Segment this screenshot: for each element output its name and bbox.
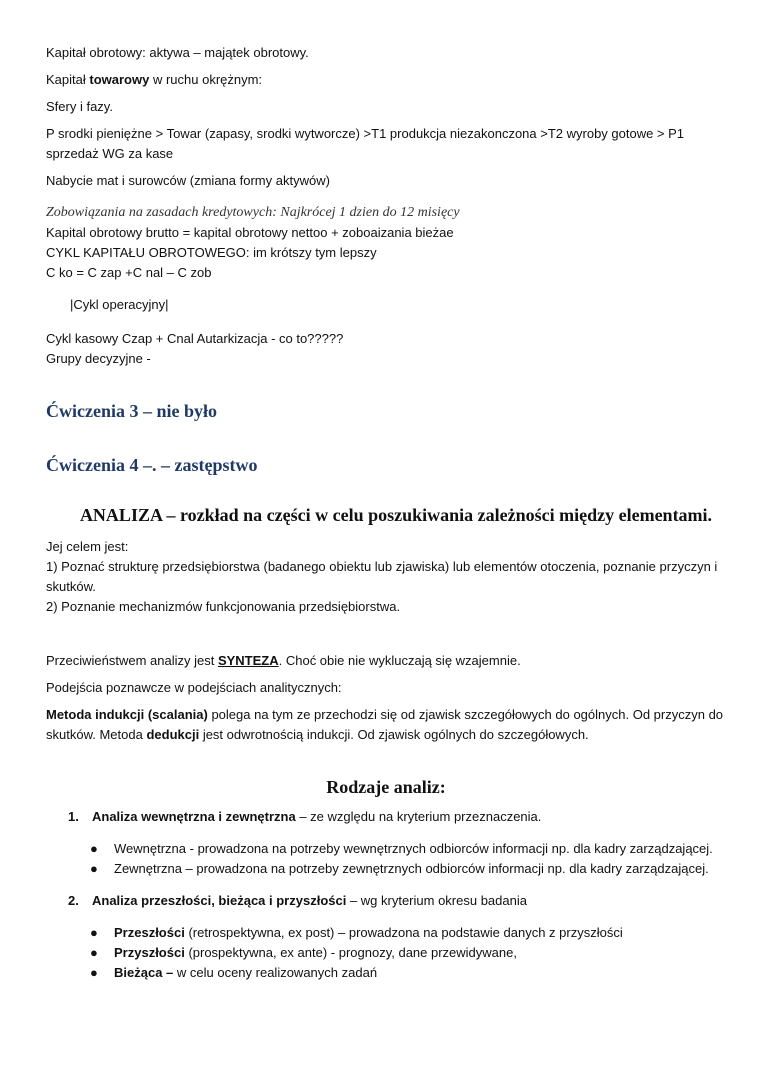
list-item: ● Zewnętrzna – prowadzona na potrzeby zewnętrznych odbiorców informacji np. dla kadry zarządzającej.	[90, 861, 709, 876]
list-item: 1. Analiza wewnętrzna i zewnętrzna – ze względu na kryterium przeznaczenia.	[68, 809, 542, 824]
text-line: CYKL KAPITAŁU OBROTOWEGO: im krótszy tym lepszy	[46, 245, 377, 260]
text-line: Podejścia poznawcze w podejściach analitycznych:	[46, 680, 342, 695]
numbered-list	[46, 891, 726, 911]
text-line: P srodki pieniężne > Towar (zapasy, srodki wytworcze) >T1 produkcja niezakonczona >T2 wyroby gotowe > P1 sprzedaż WG za kase	[46, 126, 685, 161]
numbered-list	[46, 807, 726, 827]
text-line: Przeciwieństwem analizy jest SYNTEZA. Choć obie nie wykluczają się wzajemnie.	[46, 653, 521, 668]
text-line: Grupy decyzyjne -	[46, 351, 151, 366]
list-item: ● Przeszłości (retrospektywna, ex post) – prowadzona na podstawie danych z przyszłości	[90, 925, 623, 940]
list-item: ● Przyszłości (prospektywna, ex ante) - prognozy, dane przewidywane,	[90, 945, 517, 960]
analiza-title: ANALIZA – rozkład na części w celu poszukiwania zależności między elementami.	[79, 505, 713, 525]
bullet-list	[46, 839, 726, 879]
list-item: ● Bieżąca – w celu oceny realizowanych zadań	[90, 965, 378, 980]
list-item: ● Wewnętrzna - prowadzona na potrzeby wewnętrznych odbiorców informacji np. dla kadry zarządzającej.	[90, 841, 713, 856]
text-line: Cykl kasowy Czap + Cnal Autarkizacja - co to?????	[46, 331, 344, 346]
text-line: Kapital obrotowy brutto = kapital obrotowy nettoo + zoboaizania bieżae	[46, 225, 454, 240]
text-line: 2) Poznanie mechanizmów funkcjonowania przedsiębiorstwa.	[46, 599, 401, 614]
section-heading: Ćwiczenia 3 – nie było	[46, 401, 217, 421]
text-line: |Cykl operacyjny|	[70, 297, 169, 312]
text-line: Jej celem jest:	[46, 539, 129, 554]
rodzaje-title: Rodzaje analiz:	[326, 777, 446, 797]
section-heading: Ćwiczenia 4 –. – zastępstwo	[46, 455, 258, 475]
document-page	[46, 43, 726, 983]
text-line: Kapitał towarowy w ruchu okrężnym:	[46, 72, 263, 87]
text-line: Metoda indukcji (scalania) polega na tym ze przechodzi się od zjawisk szczegółowych do ogólnych. Od przyczyn do skutków. Metoda dedukcji jest odwrotnością indukcji. Od zjawisk ogólnych do szczegółowych.	[46, 707, 724, 742]
text-line: 1) Poznać strukturę przedsiębiorstwa (badanego obiektu lub zjawiska) lub elementów otoczenia, poznanie przyczyn i skutków.	[46, 559, 718, 594]
text-line: Nabycie mat i surowców (zmiana formy aktywów)	[46, 173, 330, 188]
text-line: Sfery i fazy.	[46, 99, 113, 114]
text-line: C ko = C zap +C nal – C zob	[46, 265, 212, 280]
bullet-list	[46, 923, 726, 983]
italic-note: Zobowiązania na zasadach kredytowych: Najkrócej 1 dzien do 12 misięcy	[46, 205, 460, 220]
text-line: Kapitał obrotowy: aktywa – majątek obrotowy.	[46, 45, 309, 60]
list-item: 2. Analiza przeszłości, bieżąca i przyszłości – wg kryterium okresu badania	[68, 893, 527, 908]
